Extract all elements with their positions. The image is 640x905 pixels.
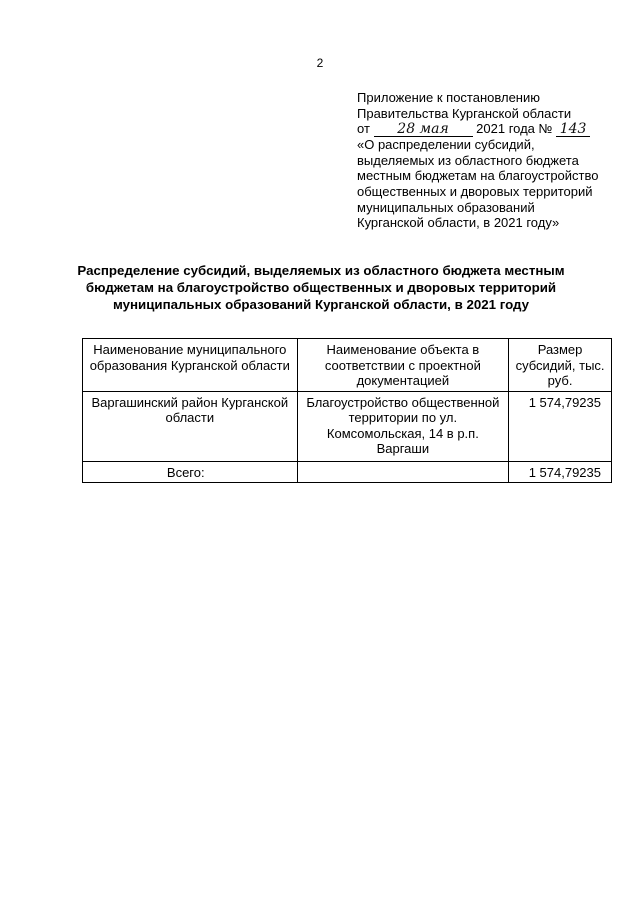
table-total-row (83, 461, 612, 483)
appendix-line: Приложение к постановлению (357, 90, 540, 105)
appendix-line: общественных и дворовых территорий (357, 183, 593, 199)
table-header-row (83, 339, 612, 392)
date-prefix: от (357, 121, 370, 137)
header-object: Наименование объекта в соответствии с проектной документацией (297, 339, 509, 392)
total-object (297, 461, 509, 483)
header-amount: Размер субсидий, тыс. руб. (509, 339, 612, 392)
subsidy-table (82, 338, 612, 483)
header-municipality: Наименование муниципального образования Курганской области (83, 339, 298, 392)
title-line: Распределение субсидий, выделяемых из областного бюджета местным (77, 263, 565, 278)
appendix-block (357, 90, 627, 231)
appendix-date-line (357, 121, 627, 137)
appendix-line: Курганской области, в 2021 году» (357, 215, 560, 231)
cell-amount: 1 574,79235 (509, 391, 612, 461)
page-number: 2 (316, 56, 324, 70)
handwritten-date: 28 мая (374, 122, 473, 137)
handwritten-number: 143 (556, 122, 590, 137)
appendix-line: «О распределении субсидий, (357, 137, 535, 153)
appendix-line: Правительства Курганской области (357, 105, 572, 121)
total-label: Всего: (83, 461, 298, 483)
cell-municipality: Варгашинский район Курганской области (83, 391, 298, 461)
title-line: муниципальных образований Курганской области, в 2021 году (112, 297, 530, 312)
table-row (83, 391, 612, 461)
year-text: 2021 года № (476, 121, 553, 137)
cell-object: Благоустройство общественной территории по ул. Комсомольская, 14 в р.п. Варгаши (297, 391, 509, 461)
document-title (60, 262, 582, 313)
total-amount: 1 574,79235 (509, 461, 612, 483)
title-line: бюджетам на благоустройство общественных и дворовых территорий (85, 280, 557, 295)
appendix-line: муниципальных образований (357, 199, 535, 215)
appendix-line: выделяемых из областного бюджета (357, 152, 579, 168)
appendix-line: местным бюджетам на благоустройство (357, 168, 599, 184)
